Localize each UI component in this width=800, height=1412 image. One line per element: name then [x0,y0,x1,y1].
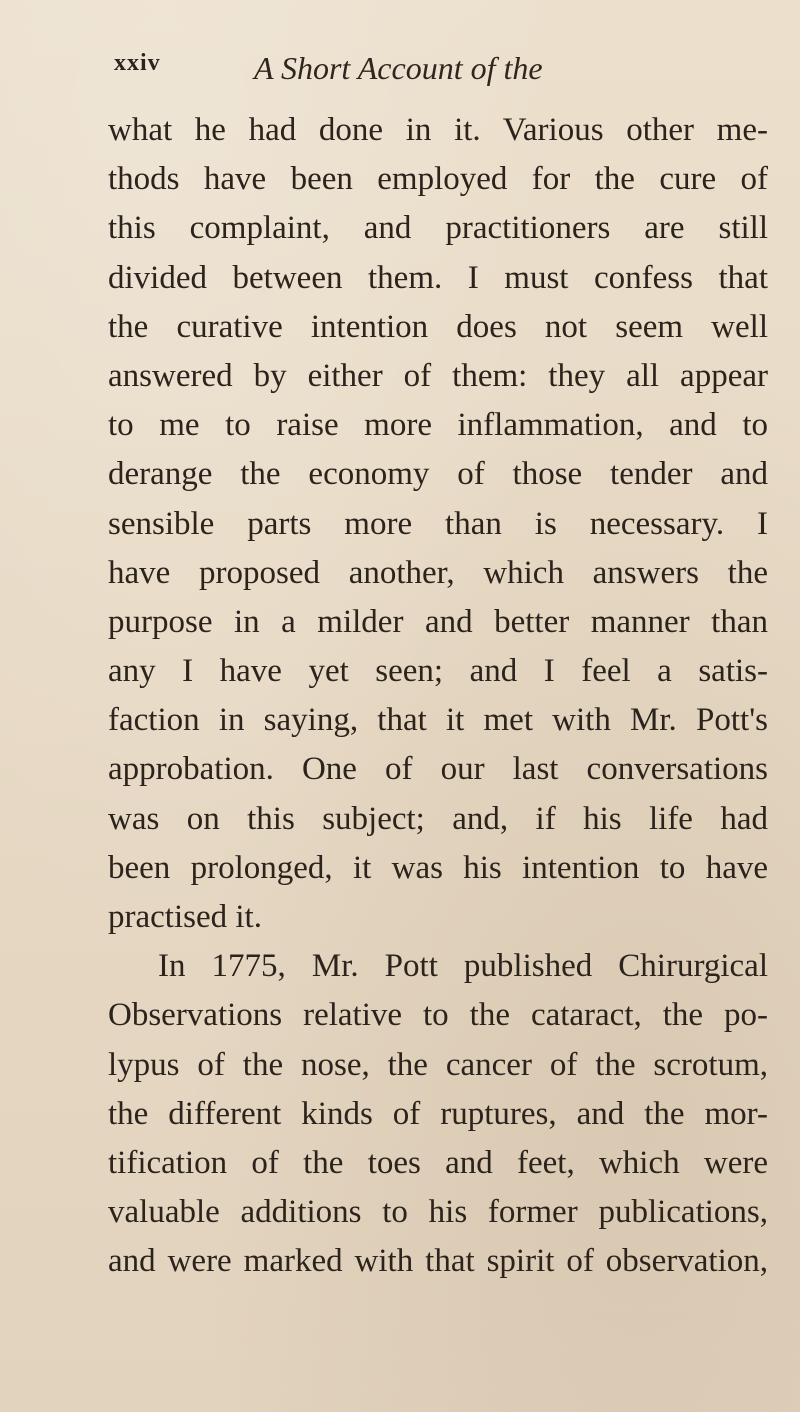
text-line: to me to raise more inflammation, and to [108,407,768,444]
text-line: divided between them. I must confess that [108,259,768,296]
text-line: and were marked with that spirit of observation, [108,1243,768,1280]
text-line: faction in saying, that it met with Mr. Pott's [108,702,768,739]
text-line: purpose in a milder and better manner than [108,603,768,640]
text-line: the different kinds of ruptures, and the mor- [108,1095,768,1132]
page-number: xxiv [114,50,161,76]
text-line: answered by either of them: they all appear [108,357,768,394]
text-line: sensible parts more than is necessary. I [108,505,768,542]
body-text [108,106,768,1287]
text-line: tification of the toes and feet, which were [108,1144,768,1181]
paragraph-start-line: In 1775, Mr. Pott published Chirurgical [158,948,768,985]
text-line: what he had done in it. Various other me- [108,112,768,148]
text-line: thods have been employed for the cure of [108,161,768,198]
running-title: A Short Account of the [254,50,543,86]
page-header [114,50,714,90]
text-line: have proposed another, which answers the [108,554,768,591]
text-line: been prolonged, it was his intention to have [108,849,768,886]
text-line: valuable additions to his former publications, [108,1194,768,1231]
text-line: the curative intention does not seem well [108,308,768,345]
text-line: any I have yet seen; and I feel a satis- [108,653,768,690]
text-line: Observations relative to the cataract, the po- [108,997,768,1034]
text-line: was on this subject; and, if his life had [108,800,768,837]
text-line: this complaint, and practitioners are still [108,210,768,247]
text-line: approbation. One of our last conversations [108,751,768,788]
text-line: lypus of the nose, the cancer of the scrotum, [108,1046,768,1083]
text-line: derange the economy of those tender and [108,456,768,493]
paragraph-end-line: practised it. [108,899,262,935]
